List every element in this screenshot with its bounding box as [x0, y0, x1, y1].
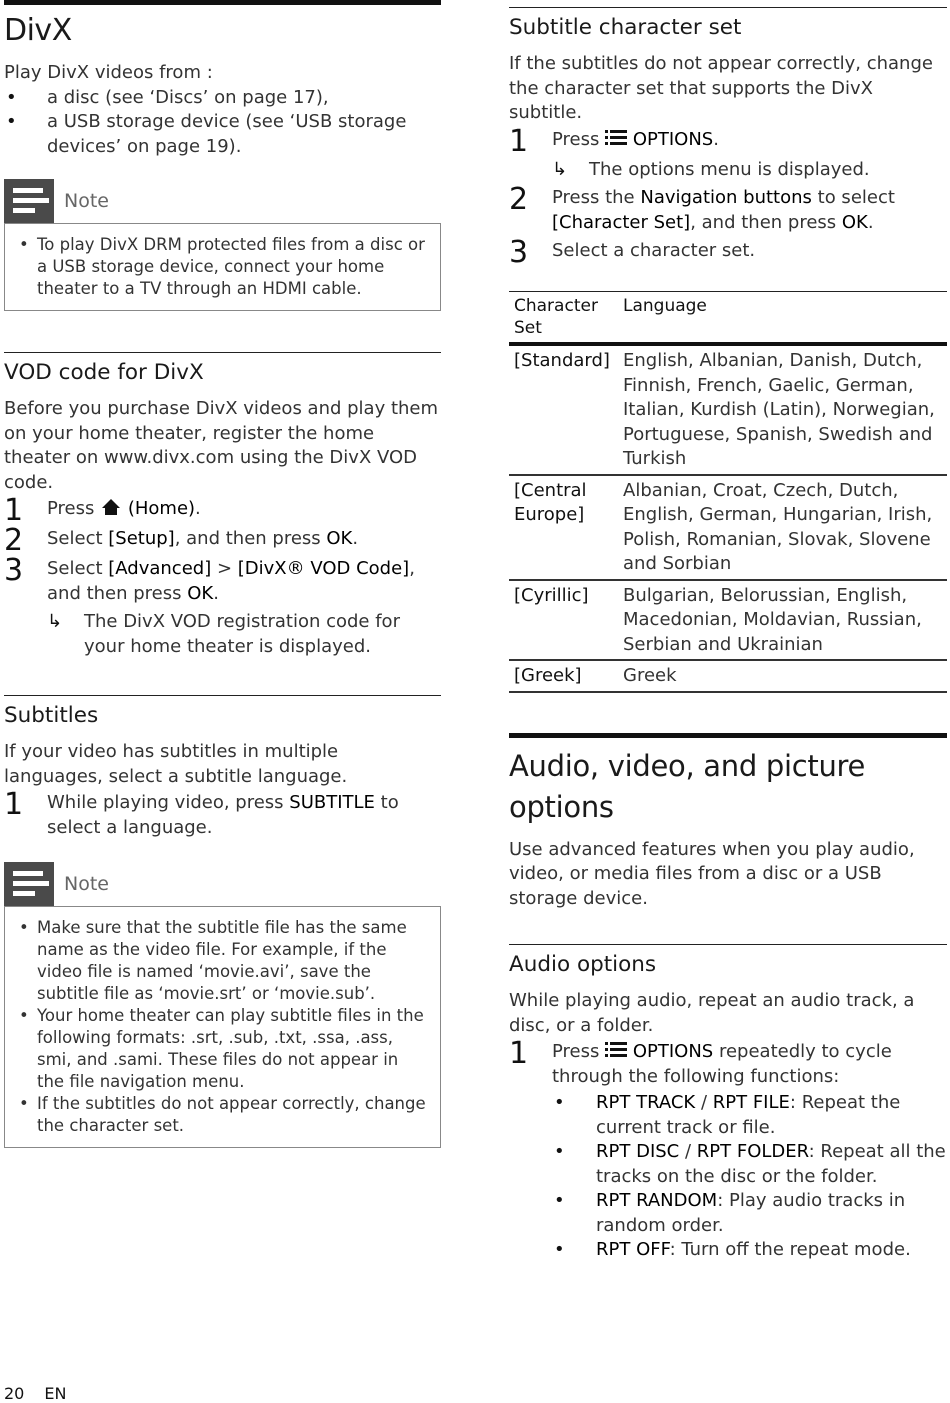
subtitles-note	[4, 862, 441, 1148]
section-rule	[4, 695, 441, 696]
charset-languages: Greek	[618, 660, 947, 692]
step-number: 1	[509, 123, 529, 159]
charset-step-1: 1 Press OPTIONS.	[509, 123, 719, 159]
list-item	[552, 1238, 947, 1263]
page-footer	[4, 1384, 66, 1403]
section-rule	[509, 7, 947, 8]
character-set-menu: [Character Set]	[552, 211, 691, 233]
divx-intro: Play DivX videos from :	[4, 62, 213, 83]
note-box	[4, 223, 441, 311]
home-key: (Home)	[127, 498, 196, 519]
audio-step-1: 1 Press OPTIONS repeatedly to cycle through the following functions: • RPT TRACK / RPT FILE: Repeat the current track or file. • RPT DISC / RPT FOLDER: Repeat all the tracks on the disc or the folder. • RPT RANDOM: Play audio tracks in random order. • RPT OFF: Turn off the repeat mode.	[509, 1040, 947, 1263]
subtitles-intro: If your video has subtitles in multiple languages, select a subtitle language.	[4, 741, 348, 787]
vod-step-1: 1 Press (Home).	[4, 493, 201, 528]
subtitles-title: Subtitles	[4, 703, 99, 728]
vod-result	[4, 610, 441, 659]
charset-name: [Standard]	[509, 344, 618, 475]
page-number: 20	[4, 1384, 25, 1403]
charset-title: Subtitle character set	[509, 15, 742, 40]
options-key: OPTIONS	[632, 1041, 714, 1062]
setup-menu: [Setup]	[108, 528, 175, 549]
charset-name: [Cyrillic]	[509, 580, 618, 661]
step-number: 1	[4, 787, 24, 822]
divx-section	[4, 0, 441, 311]
note-icon	[4, 862, 54, 906]
repeat-functions-list	[552, 1091, 947, 1263]
list-item: • RPT TRACK / RPT FILE: Repeat the current track or file.	[552, 1091, 947, 1140]
column-header: Language	[618, 292, 947, 345]
result-text: The options menu is displayed.	[589, 158, 870, 180]
ok-key: OK	[187, 582, 214, 604]
step-number: 2	[4, 523, 24, 558]
table-row	[509, 580, 947, 661]
audio-title: Audio options	[509, 952, 657, 977]
section-rule	[509, 733, 947, 738]
navigation-buttons: Navigation buttons	[640, 187, 812, 208]
ok-key: OK	[841, 211, 868, 233]
avp-title: Audio, video, and picture options	[509, 748, 866, 824]
list-item: • a USB storage device (see ‘USB storage devices’ on page 19).	[4, 110, 441, 159]
charset-section	[509, 7, 947, 693]
note-label: Note	[64, 873, 109, 895]
column-header: Character Set	[509, 292, 618, 345]
result-arrow-icon: ↳	[552, 158, 568, 180]
divx-title: DivX	[4, 13, 72, 48]
divx-sources-list	[4, 86, 441, 160]
charset-name: [Central Europe]	[509, 475, 618, 580]
divx-note	[4, 179, 441, 311]
step-text: Press	[47, 498, 101, 519]
step-number: 1	[4, 493, 24, 528]
list-item: • a disc (see ‘Discs’ on page 17),	[4, 86, 441, 111]
function-name: RPT FOLDER	[696, 1141, 809, 1162]
function-name: RPT FILE	[712, 1092, 790, 1113]
function-name: RPT DISC	[596, 1141, 680, 1162]
options-menu-icon	[605, 130, 627, 146]
ok-key: OK	[326, 528, 353, 549]
step-number: 3	[4, 553, 24, 588]
home-icon	[102, 499, 120, 508]
note-header	[4, 179, 441, 223]
charset-name: [Greek]	[509, 660, 618, 692]
charset-languages: English, Albanian, Danish, Dutch, Finnish, French, Gaelic, German, Italian, Kurdish (Latin), Norwegian, Portuguese, Spanish, Swedish and Turkish	[618, 344, 947, 475]
charset-languages: Bulgarian, Belorussian, English, Macedonian, Moldavian, Russian, Serbian and Ukrainian	[618, 580, 947, 661]
audio-intro: While playing audio, repeat an audio track, a disc, or a folder.	[509, 990, 915, 1036]
avp-intro: Use advanced features when you play audio, video, or media files from a disc or a USB storage device.	[509, 838, 915, 909]
table-row	[509, 475, 947, 580]
section-rule	[509, 944, 947, 945]
section-rule	[4, 352, 441, 353]
charset-languages: Albanian, Croat, Czech, Dutch, English, German, Hungarian, Irish, Polish, Romanian, Slovak, Slovene and Sorbian	[618, 475, 947, 580]
charset-table	[509, 291, 947, 693]
note-item: • If the subtitles do not appear correctly, change the character set.	[15, 1093, 430, 1137]
note-item: • Your home theater can play subtitle files in the following formats: .srt, .sub, .txt, .ssa, .ass, smi, and .sami. These files do not appear in the file navigation menu.	[15, 1005, 430, 1093]
charset-step-3: 3 Select a character set.	[509, 235, 756, 270]
function-desc: : Play audio tracks in random order.	[596, 1190, 906, 1236]
step-number: 2	[509, 182, 529, 217]
function-desc: : Repeat all the tracks on the disc or the folder.	[596, 1141, 946, 1187]
function-name: RPT TRACK	[596, 1092, 696, 1113]
function-desc: : Repeat the current track or file.	[596, 1092, 901, 1138]
vod-section	[4, 352, 441, 659]
function-name: RPT OFF	[596, 1239, 670, 1260]
function-desc: : Turn off the repeat mode.	[669, 1239, 911, 1260]
subtitle-key: SUBTITLE	[289, 792, 375, 813]
list-item: • RPT DISC / RPT FOLDER: Repeat all the tracks on the disc or the folder.	[552, 1140, 947, 1189]
charset-intro: If the subtitles do not appear correctly, change the character set that supports the DivX subtitle.	[509, 53, 933, 123]
note-label: Note	[64, 190, 109, 212]
step-number: 1	[509, 1036, 529, 1071]
options-menu-icon	[605, 1042, 627, 1058]
table-row	[509, 660, 947, 692]
left-column	[4, 0, 441, 1148]
charset-step-1-result	[509, 158, 947, 183]
subtitles-section	[4, 695, 441, 1148]
result-text: The DivX VOD registration code for your home theater is displayed.	[84, 611, 400, 657]
advanced-menu: [Advanced]	[108, 558, 212, 579]
note-icon	[4, 179, 54, 223]
note-item: • Make sure that the subtitle file has the same name as the video file. For example, if the video file is named ‘movie.avi’, save the subtitle file as ‘movie.srt’ or ‘movie.sub’.	[15, 917, 430, 1005]
audio-section	[509, 944, 947, 1263]
result-arrow-icon: ↳	[47, 611, 63, 632]
note-box	[4, 906, 441, 1148]
vod-intro: Before you purchase DivX videos and play them on your home theater, register the home theater on www.divx.com using the DivX VOD code.	[4, 398, 439, 493]
vod-step-3: 3 Select [Advanced] > [DivX® VOD Code], and then press OK.	[4, 557, 441, 606]
charset-step-2: 2 Press the Navigation buttons to select [Character Set], and then press OK.	[509, 186, 947, 235]
step-number: 3	[509, 235, 529, 270]
note-header	[4, 862, 441, 906]
language-code: EN	[44, 1384, 67, 1403]
table-header-row	[509, 292, 947, 345]
function-name: RPT RANDOM	[596, 1190, 718, 1211]
vod-step-2: 2 Select [Setup], and then press OK.	[4, 523, 359, 558]
list-item	[552, 1189, 947, 1238]
vod-title: VOD code for DivX	[4, 360, 204, 385]
note-item: • To play DivX DRM protected files from a disc or a USB storage device, connect your home theater to a TV through an HDMI cable.	[15, 234, 430, 300]
avp-section	[509, 733, 947, 912]
options-key: OPTIONS	[632, 128, 714, 150]
table-row	[509, 344, 947, 475]
vod-code-menu: [DivX® VOD Code]	[237, 558, 410, 579]
section-rule	[4, 0, 441, 5]
right-column	[509, 7, 947, 1263]
subtitles-step-1: 1 While playing video, press SUBTITLE to select a language.	[4, 791, 441, 840]
